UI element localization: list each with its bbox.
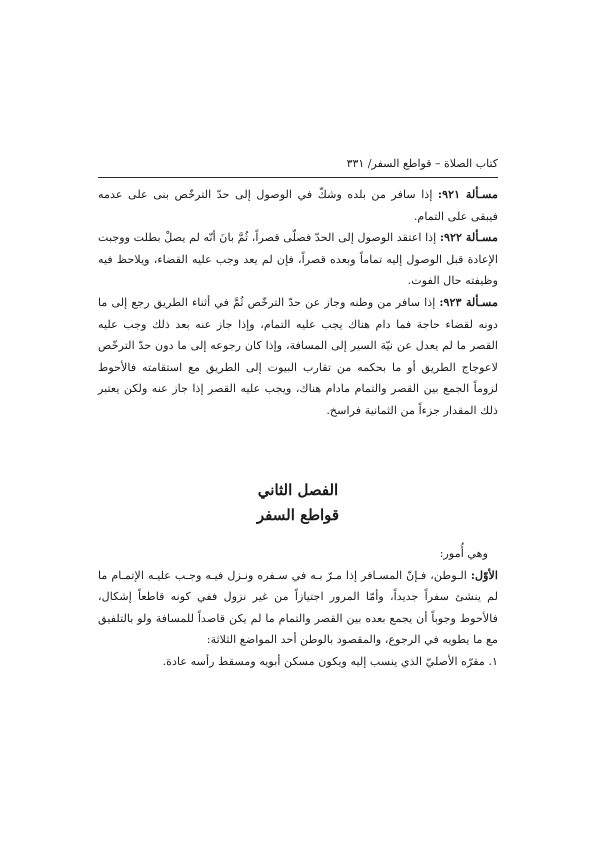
issues-block — [98, 184, 498, 422]
chapter-subtitle: قواطع السفر — [256, 506, 340, 524]
chapter-title: الفصل الثاني — [257, 481, 339, 499]
issue-label: مسـألة ٩٢٢: — [439, 230, 498, 245]
issue-label: مسـألة ٩٢٣: — [439, 294, 499, 309]
first-item-text: الـوطن، فـإنّ المسـافر إذا مـرّ بـه في سـفره ونـزل فيـه وجـب عليـه الإتمـام ما لم ينشئ سفراً جديداً، وأمّا المرور اجتيازاً من غير نزول ففي كونه قاطعاً إشكال، فالأحوط وجوباً أن يجمع بعده بين القصر والتمام ما لم يكن قاصداً للمسافة ولو بالتلفيق مع ما يطويه في الرجوع، والمقصود بالوطن أحد المواضع الثلاثة: — [98, 568, 498, 647]
numbered-point: ١. مقرّه الأصليّ الذي ينسب إليه ويكون مسكن أبويه ومسقط رأسه عادة. — [162, 654, 498, 668]
running-title: كتاب الصلاة – قواطع السفر/ ٣٣١ — [346, 157, 498, 170]
issue-paragraph — [98, 292, 498, 422]
issue-label: مسـألة ٩٢١: — [437, 187, 498, 201]
first-item-label: الأوّل: — [470, 567, 498, 582]
issue-text: إذا اعتقد الوصول إلى الحدّ فصلّى قصراً، ثُمَّ بانَ أنّه لم يصلْ بطلت ووجبت الإعادة قبل الوصول إليه تماماً وبعده قصراً، فإن لم يعد وجب عليه القضاء، ويلاحظ فيه وظيفته حال الفوت. — [98, 231, 498, 288]
chapter-heading — [98, 478, 498, 528]
chapter-body — [98, 543, 498, 673]
issue-text: إذا سافر من بلده وشكّ في الوصول إلى حدّ الترخّص بنى على عدمه فيبقى على التمام. — [98, 188, 498, 223]
first-item-paragraph — [98, 565, 498, 651]
issue-text: إذا سافر من وطنه وجاز عن حدّ الترخّص ثُمَّ في أثناء الطريق رجع إلى ما دونه لقضاء حاجة فما دام هناك يجب عليه التمام، وإذا جاز عنه بعد ذلك وجب عليه القصر ما لم يعدل عن نيّة السير إلى المسافة، وإذا كان رجوعه إلى ما دون حدّ الترخّص لاعوجاج الطريق أو ما بحكمه من تقارب البيوت إلى الطريق مع استقامته فالأحوط لزوماً الجمع بين القصر والتمام مادام هناك، ويجب عليه القصر إذا جاز عنه ولكن يعتبر ذلك المقدار جزءاً من الثمانية فراسخ. — [98, 295, 498, 417]
intro-text: وهي أُمور: — [439, 547, 488, 560]
issue-paragraph — [98, 184, 498, 227]
issue-paragraph — [98, 227, 498, 292]
running-header — [98, 157, 498, 178]
